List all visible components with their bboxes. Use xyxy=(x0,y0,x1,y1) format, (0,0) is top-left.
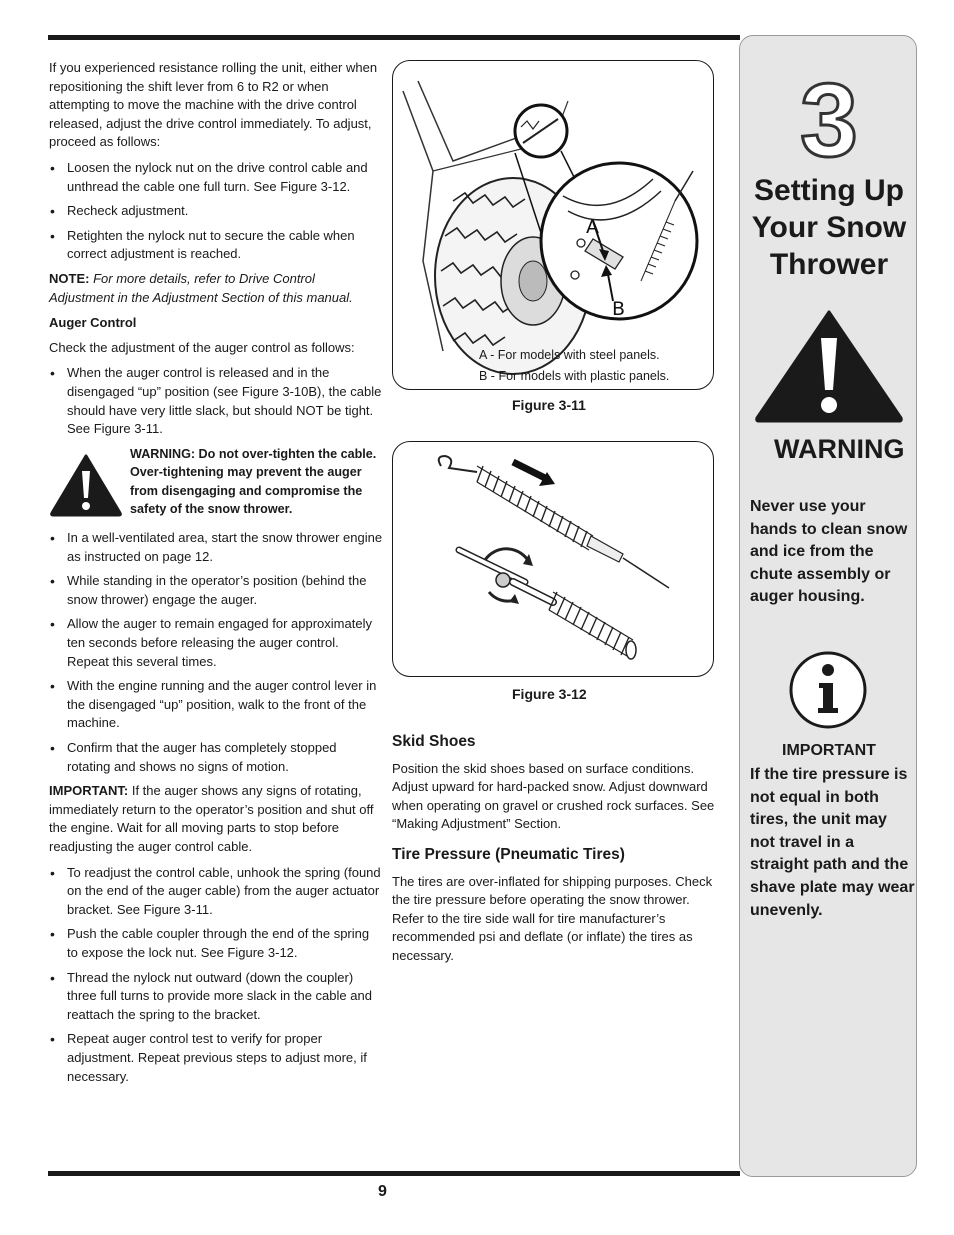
auger-intro: Check the adjustment of the auger control as follows: xyxy=(49,339,355,355)
list-item: • Loosen the nylock nut on the drive control cable and unthread the cable one full turn. See Figure 3-12. xyxy=(49,159,383,196)
list-item: • Repeat auger control test to verify for proper adjustment. Repeat previous steps to adjust more, if necessary. xyxy=(49,1030,383,1086)
chapter-number xyxy=(740,72,918,173)
info-icon xyxy=(788,650,868,730)
figure-3-11-frame xyxy=(392,60,714,390)
note-paragraph xyxy=(49,270,383,307)
list-item: • While standing in the operator’s position (behind the snow thrower) engage the auger. xyxy=(49,572,383,609)
sidebar-important-heading: IMPORTANT xyxy=(782,742,876,759)
bullet-list-3 xyxy=(49,529,383,776)
list-item: • With the engine running and the auger control lever in the disengaged “up” position, walk to the front of the machine. xyxy=(49,677,383,733)
list-item: • Retighten the nylock nut to secure the cable when correct adjustment is reached. xyxy=(49,227,383,264)
figure-3-11-caption: Figure 3-11 xyxy=(512,397,586,413)
sidebar-important-text: If the tire pressure is not equal in both tires, the unit may not travel in a straight path and the shave plate may wear unevenly. xyxy=(750,766,915,919)
bullet-list-2 xyxy=(49,364,383,438)
list-item: • In a well-ventilated area, start the snow thrower engine as instructed on page 12. xyxy=(49,529,383,566)
skid-shoes-text: Position the skid shoes based on surface conditions. Adjust upward for hard-packed snow. Adjust downward when operating on gravel or crushed rock surfaces. See “Making Adjustment” Section. xyxy=(392,760,715,832)
intro-paragraph: If you experienced resistance rolling the unit, either when repositioning the shift lever from 6 to R2 or when attempting to move the machine with the drive control released, adjust the drive control immediately. To adjust, proceed as follows: xyxy=(49,60,378,150)
chapter-title-line: Setting Up xyxy=(754,174,904,207)
chapter-title-line: Thrower xyxy=(769,248,889,281)
list-item: • Push the cable coupler through the end of the spring to expose the lock nut. See Figure 3-12. xyxy=(49,925,383,962)
list-item: • Thread the nylock nut outward (down the coupler) three full turns to provide more slack in the cable and reattach the spring to the bracket. xyxy=(49,969,383,1025)
note-text: For more details, refer to Drive Control Adjustment in the Adjustment Section of this manual. xyxy=(49,270,353,305)
bottom-rule xyxy=(48,1171,740,1176)
left-column xyxy=(49,59,383,1092)
list-item: • Allow the auger to remain engaged for approximately ten seconds before releasing the auger control. Repeat this several times. xyxy=(49,615,383,671)
list-item: • To readjust the control cable, unhook the spring (found on the end of the auger cable) from the auger actuator bracket. See Figure 3-11. xyxy=(49,864,383,920)
inline-warning xyxy=(49,445,383,519)
chapter-sidebar xyxy=(739,35,917,1177)
chapter-title xyxy=(740,172,918,283)
auger-control-heading: Auger Control xyxy=(49,315,137,331)
tire-pressure-text: The tires are over-inflated for shipping purposes. Check the tire pressure before operating the snow thrower. Refer to the tire side wall for tire manufacturer’s recommended psi and deflate (or inflate) the tires as necessary. xyxy=(392,873,713,963)
warning-triangle-icon xyxy=(753,308,905,424)
figure-3-11-note-b: B - For models with plastic panels. xyxy=(479,369,670,383)
page-number: 9 xyxy=(378,1183,387,1200)
inline-warning-text: WARNING: Do not over-tighten the cable. Over-tightening may prevent the auger from disengaging and compromise the safety of the snow thrower. xyxy=(130,446,377,517)
list-item: • Recheck adjustment. xyxy=(49,202,383,221)
list-item: • Confirm that the auger has completely stopped rotating and shows no signs of motion. xyxy=(49,739,383,776)
figure-3-11-illustration xyxy=(393,61,713,389)
tire-pressure-heading: Tire Pressure (Pneumatic Tires) xyxy=(392,845,625,863)
warning-triangle-icon xyxy=(49,453,123,517)
chapter-title-line: Your Snow xyxy=(751,211,907,244)
important-text: If the auger shows any signs of rotating, immediately return to the operator’s position and shut off the engine. Wait for all moving parts to stop before readjusting the auger control cable. xyxy=(49,783,374,854)
important-label: IMPORTANT: xyxy=(49,783,129,799)
note-label: NOTE: xyxy=(49,270,90,286)
figure-3-12-illustration xyxy=(393,442,713,676)
bullet-list-4 xyxy=(49,864,383,1087)
sidebar-warning-text: Never use your hands to clean snow and ice from the chute assembly or auger housing. xyxy=(750,498,908,606)
bullet-list-1 xyxy=(49,159,383,264)
figure-3-12-caption: Figure 3-12 xyxy=(512,686,587,702)
middle-column xyxy=(392,733,717,978)
important-paragraph xyxy=(49,782,383,856)
label-a: A xyxy=(586,216,599,238)
figure-3-12-frame xyxy=(392,441,714,677)
skid-shoes-heading: Skid Shoes xyxy=(392,733,476,750)
figure-3-11-note-a: A - For models with steel panels. xyxy=(479,348,660,362)
top-rule xyxy=(48,35,740,40)
chapter-number-text: 3 xyxy=(800,72,858,168)
list-item: • When the auger control is released and in the disengaged “up” position (see Figure 3-10B), the cable should have very little slack, but should NOT be tight. See Figure 3-11. xyxy=(49,364,383,438)
label-b: B xyxy=(612,298,626,320)
sidebar-warning-heading: WARNING xyxy=(774,434,905,464)
